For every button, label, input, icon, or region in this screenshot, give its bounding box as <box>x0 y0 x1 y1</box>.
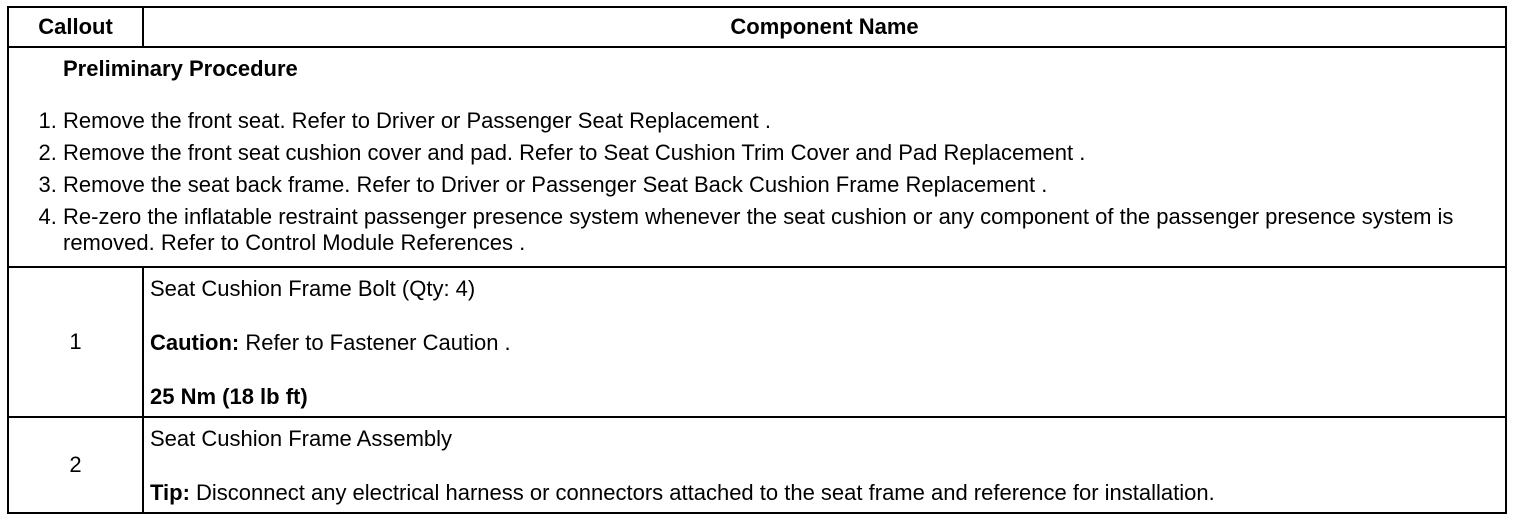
preliminary-steps <box>27 108 1495 256</box>
component-cell <box>143 417 1506 513</box>
step-item <box>63 172 1495 198</box>
caution-text: Refer to Fastener Caution . <box>239 330 511 355</box>
table-row <box>8 267 1506 417</box>
table-row <box>8 417 1506 513</box>
caution-label: Caution: <box>150 330 240 355</box>
caution-note <box>150 330 1499 356</box>
tip-label: Tip: <box>150 480 190 505</box>
callout-cell: 1 <box>8 267 143 417</box>
step-text: Re-zero the inflatable restraint passenger presence system whenever the seat cushion or any component of the passenger presence system is removed. Refer to Control Module References . <box>63 204 1454 255</box>
preliminary-title: Preliminary Procedure <box>63 56 298 81</box>
preliminary-cell <box>8 47 1506 267</box>
tip-note <box>150 480 1499 506</box>
step-item <box>63 204 1495 256</box>
component-cell <box>143 267 1506 417</box>
torque-spec: 25 Nm (18 lb ft) <box>150 384 308 409</box>
header-row <box>8 7 1506 47</box>
callout-cell: 2 <box>8 417 143 513</box>
step-text: Remove the front seat cushion cover and pad. Refer to Seat Cushion Trim Cover and Pad Replacement . <box>63 140 1086 165</box>
step-item <box>63 108 1495 134</box>
preliminary-row <box>8 47 1506 267</box>
component-name: Seat Cushion Frame Bolt (Qty: 4) <box>150 276 476 301</box>
step-text: Remove the front seat. Refer to Driver or Passenger Seat Replacement . <box>63 108 771 133</box>
step-item <box>63 140 1495 166</box>
tip-text: Disconnect any electrical harness or connectors attached to the seat frame and reference for installation. <box>189 480 1215 505</box>
callout-header: Callout <box>8 7 143 47</box>
component-name-header: Component Name <box>143 7 1506 47</box>
component-name: Seat Cushion Frame Assembly <box>150 426 453 451</box>
step-text: Remove the seat back frame. Refer to Driver or Passenger Seat Back Cushion Frame Replacement . <box>63 172 1048 197</box>
procedure-table <box>7 6 1507 514</box>
